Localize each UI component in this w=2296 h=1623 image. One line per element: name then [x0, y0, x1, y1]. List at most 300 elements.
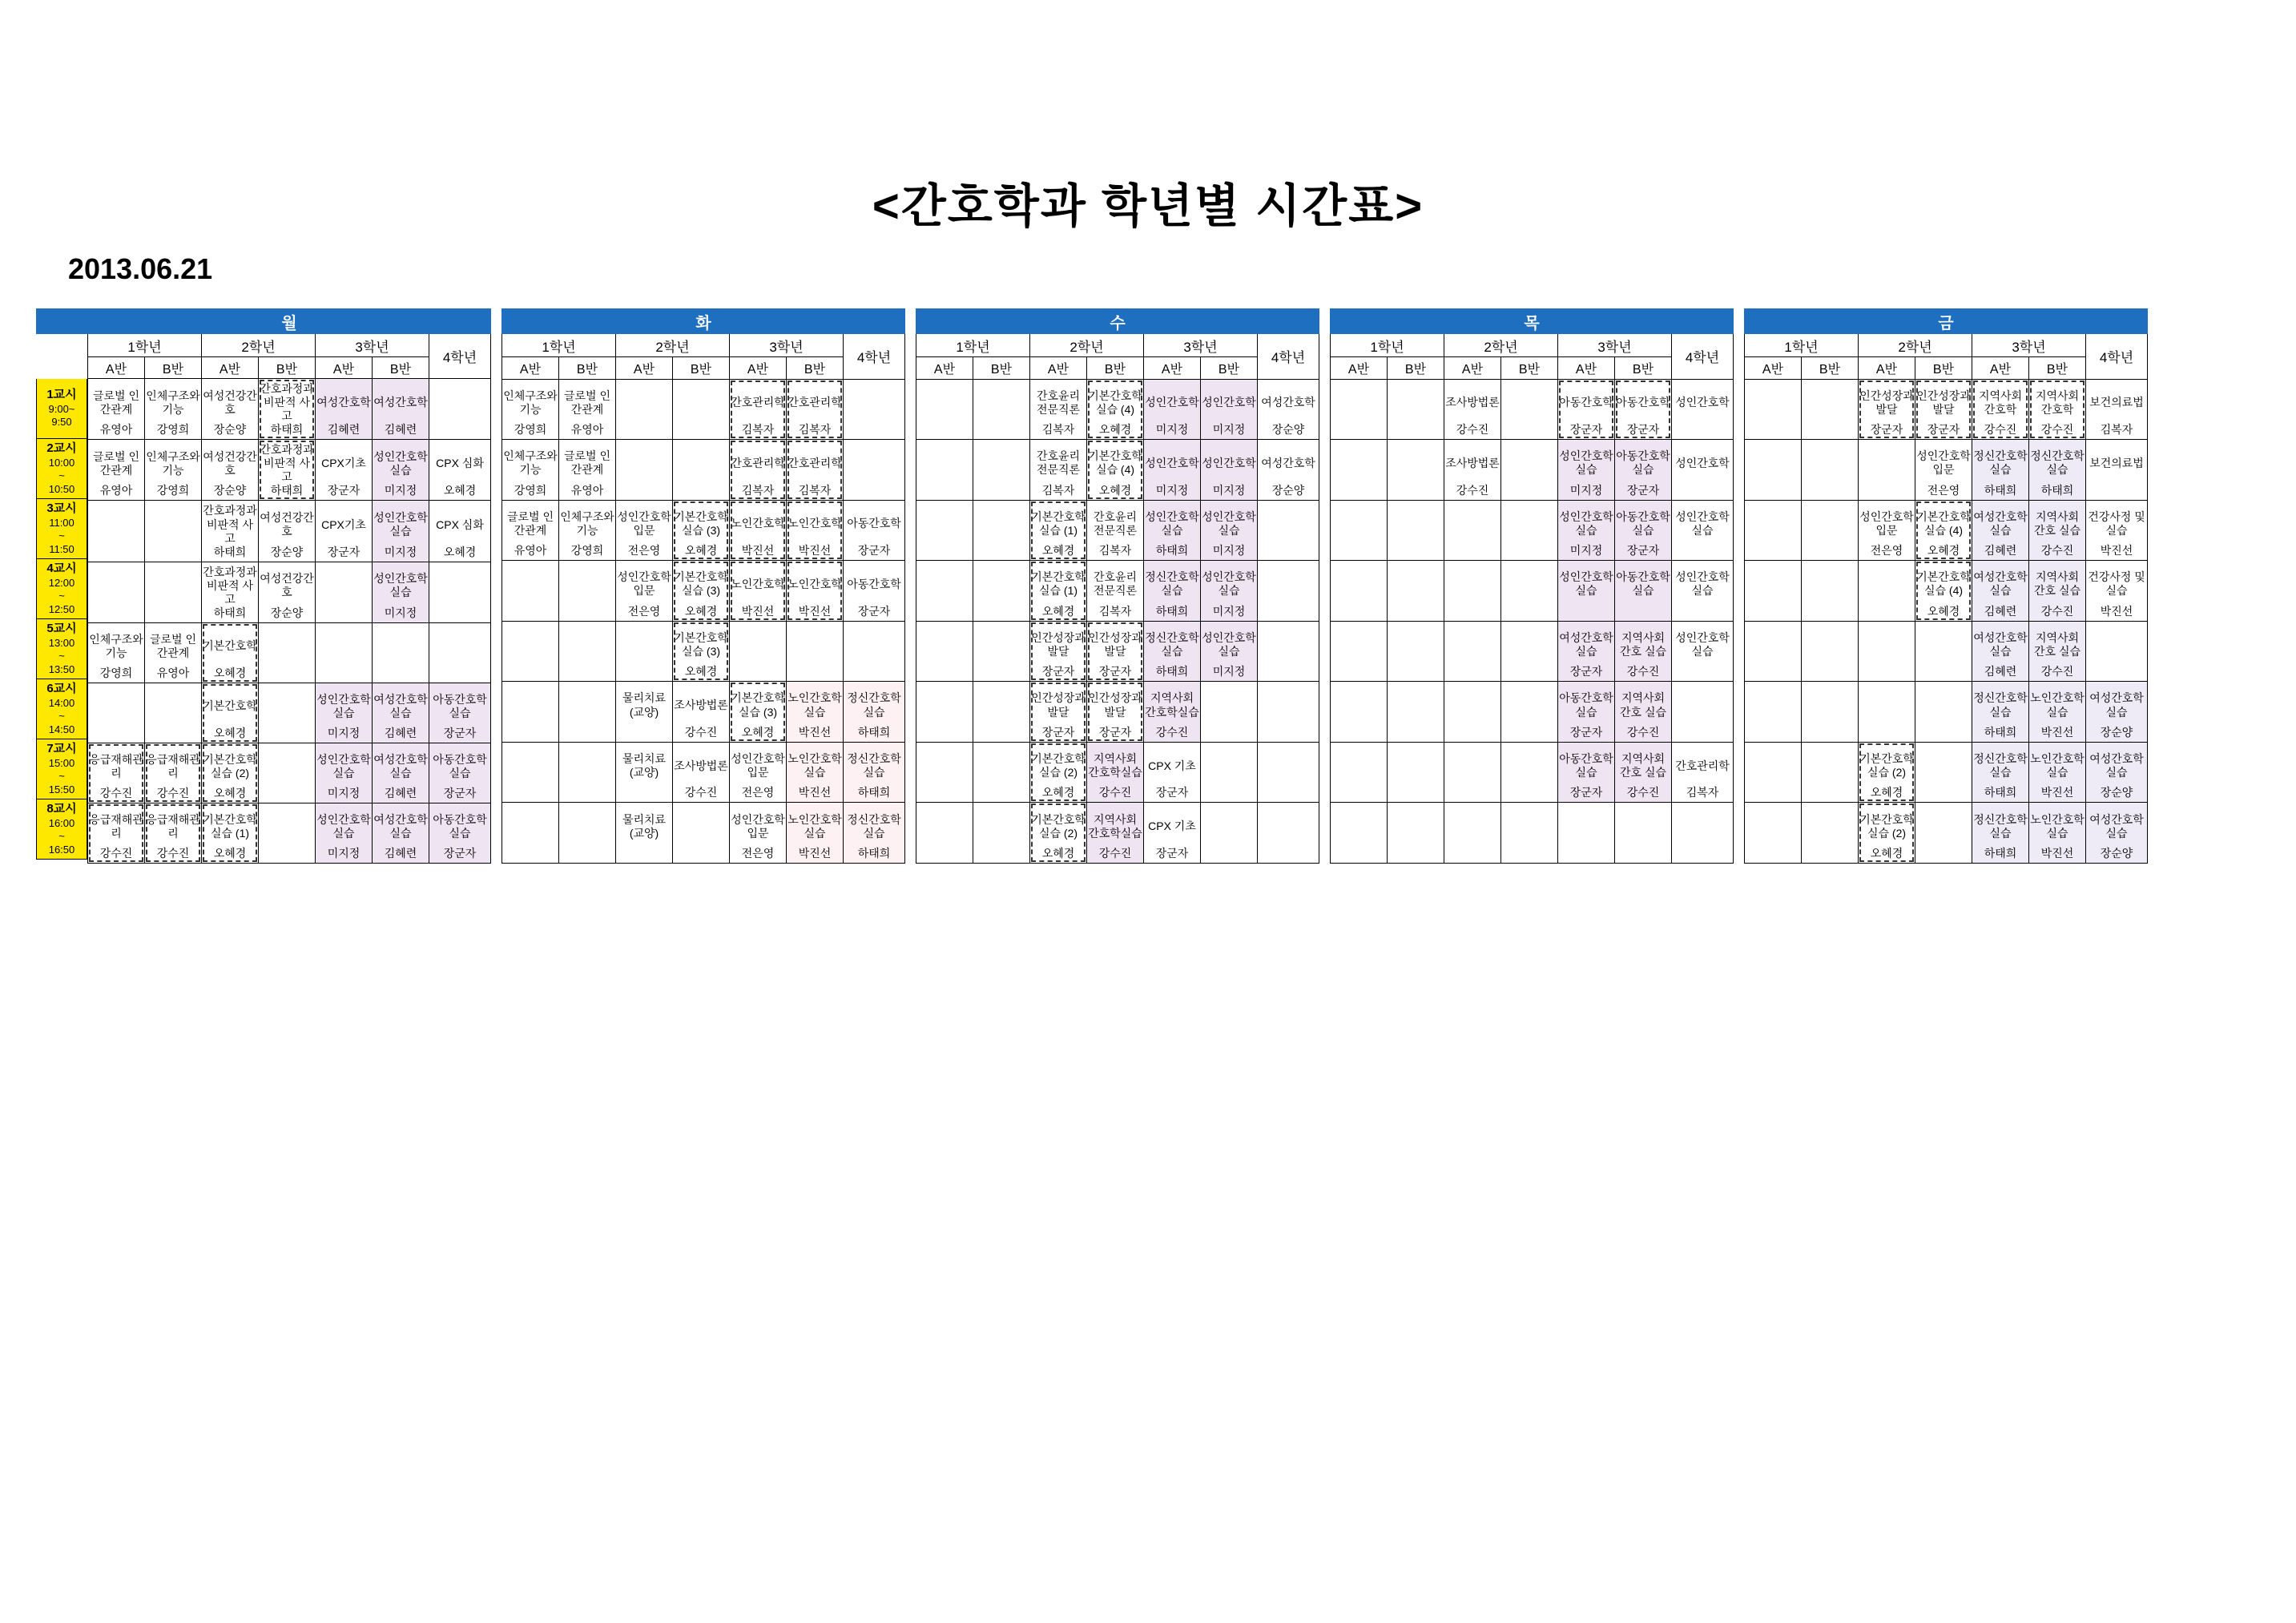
schedule-cell[interactable] — [1859, 682, 1915, 743]
schedule-cell[interactable] — [1144, 500, 1201, 561]
schedule-cell[interactable] — [88, 562, 145, 622]
schedule-cell[interactable] — [973, 379, 1030, 440]
professor-name: 하태희 — [1984, 846, 2017, 860]
schedule-cell[interactable] — [1558, 621, 1615, 682]
schedule-cell[interactable] — [1615, 742, 1672, 803]
schedule-cell[interactable] — [316, 683, 373, 743]
schedule-cell[interactable] — [502, 742, 559, 803]
schedule-cell[interactable] — [559, 742, 616, 803]
schedule-cell[interactable] — [1087, 682, 1144, 743]
schedule-cell[interactable] — [1802, 440, 1859, 501]
schedule-cell[interactable] — [1615, 803, 1672, 864]
schedule-cell[interactable] — [1258, 742, 1319, 803]
schedule-cell[interactable] — [259, 501, 316, 562]
schedule-cell[interactable] — [1444, 500, 1501, 561]
schedule-cell[interactable] — [259, 803, 316, 863]
schedule-cell[interactable] — [2029, 621, 2086, 682]
schedule-cell[interactable] — [2029, 742, 2086, 803]
schedule-cell[interactable] — [202, 501, 259, 562]
schedule-cell[interactable] — [1859, 379, 1915, 440]
schedule-cell[interactable] — [1972, 621, 2029, 682]
schedule-cell[interactable] — [316, 501, 373, 562]
schedule-cell[interactable] — [1331, 500, 1388, 561]
schedule-cell[interactable] — [1802, 742, 1859, 803]
schedule-cell[interactable] — [1501, 379, 1558, 440]
schedule-cell[interactable] — [616, 500, 673, 561]
schedule-cell[interactable] — [1972, 561, 2029, 622]
schedule-cell[interactable] — [1672, 621, 1734, 682]
schedule-cell[interactable] — [1558, 561, 1615, 622]
schedule-cell[interactable] — [844, 561, 905, 622]
schedule-cell[interactable] — [1087, 500, 1144, 561]
schedule-cell[interactable] — [559, 621, 616, 682]
schedule-cell[interactable] — [1859, 803, 1915, 864]
schedule-cell[interactable] — [1501, 742, 1558, 803]
schedule-cell[interactable] — [1672, 500, 1734, 561]
schedule-cell[interactable] — [1802, 803, 1859, 864]
schedule-cell[interactable] — [616, 803, 673, 864]
schedule-cell[interactable] — [1331, 682, 1388, 743]
course-name: 여성간호학 실습 — [1973, 509, 2028, 537]
schedule-cell[interactable] — [1615, 682, 1672, 743]
schedule-cell[interactable] — [88, 501, 145, 562]
schedule-cell[interactable] — [1802, 682, 1859, 743]
schedule-cell[interactable] — [1859, 500, 1915, 561]
schedule-cell[interactable] — [1388, 803, 1444, 864]
schedule-cell[interactable] — [787, 379, 844, 440]
schedule-cell[interactable] — [616, 742, 673, 803]
schedule-cell[interactable] — [730, 682, 787, 743]
schedule-cell[interactable] — [259, 379, 316, 440]
schedule-cell[interactable] — [1501, 803, 1558, 864]
schedule-cell[interactable] — [1615, 500, 1672, 561]
schedule-cell[interactable] — [145, 379, 202, 440]
schedule-cell[interactable] — [844, 621, 905, 682]
schedule-cell[interactable] — [1087, 803, 1144, 864]
schedule-cell[interactable] — [673, 561, 730, 622]
schedule-cell[interactable] — [1388, 440, 1444, 501]
schedule-cell[interactable] — [1859, 742, 1915, 803]
schedule-cell[interactable] — [1201, 440, 1258, 501]
schedule-cell[interactable] — [730, 561, 787, 622]
schedule-cell[interactable] — [673, 682, 730, 743]
schedule-cell[interactable] — [1087, 379, 1144, 440]
schedule-cell[interactable] — [916, 561, 973, 622]
schedule-cell[interactable] — [1672, 561, 1734, 622]
schedule-cell[interactable] — [616, 561, 673, 622]
schedule-cell[interactable] — [429, 562, 491, 622]
schedule-cell[interactable] — [1972, 379, 2029, 440]
schedule-cell[interactable] — [1030, 621, 1087, 682]
schedule-cell[interactable] — [787, 742, 844, 803]
schedule-cell[interactable] — [1915, 621, 1972, 682]
schedule-cell[interactable] — [1144, 561, 1201, 622]
schedule-cell[interactable] — [1030, 500, 1087, 561]
schedule-cell[interactable] — [1558, 803, 1615, 864]
schedule-cell[interactable] — [1030, 379, 1087, 440]
schedule-cell[interactable] — [1672, 803, 1734, 864]
schedule-cell[interactable] — [844, 379, 905, 440]
schedule-cell[interactable] — [145, 743, 202, 803]
schedule-cell[interactable] — [973, 682, 1030, 743]
schedule-cell[interactable] — [2086, 500, 2148, 561]
schedule-cell[interactable] — [2029, 682, 2086, 743]
schedule-cell[interactable] — [916, 682, 973, 743]
course-name: 성인간호학 실습 — [1145, 509, 1199, 537]
day-block-fri — [1744, 308, 2148, 864]
schedule-cell[interactable] — [88, 683, 145, 743]
schedule-cell[interactable] — [373, 501, 429, 562]
schedule-cell[interactable] — [202, 622, 259, 683]
schedule-cell[interactable] — [1501, 440, 1558, 501]
schedule-cell[interactable] — [844, 440, 905, 501]
schedule-cell[interactable] — [1201, 803, 1258, 864]
schedule-cell[interactable] — [1859, 621, 1915, 682]
schedule-cell[interactable] — [1144, 621, 1201, 682]
schedule-cell[interactable] — [1859, 561, 1915, 622]
schedule-cell[interactable] — [1859, 440, 1915, 501]
schedule-cell[interactable] — [2029, 561, 2086, 622]
schedule-cell[interactable] — [1972, 682, 2029, 743]
schedule-cell[interactable] — [88, 803, 145, 863]
professor-name — [1445, 786, 1500, 799]
schedule-cell[interactable] — [429, 683, 491, 743]
schedule-cell[interactable] — [259, 683, 316, 743]
schedule-cell[interactable] — [1802, 500, 1859, 561]
schedule-cell[interactable] — [1915, 682, 1972, 743]
schedule-cell[interactable] — [88, 743, 145, 803]
schedule-cell[interactable] — [1972, 742, 2029, 803]
schedule-cell[interactable] — [429, 379, 491, 440]
professor-name: 김복자 — [2100, 423, 2133, 437]
schedule-cell[interactable] — [844, 803, 905, 864]
schedule-cell[interactable] — [259, 562, 316, 622]
schedule-cell[interactable] — [1501, 500, 1558, 561]
schedule-cell[interactable] — [202, 379, 259, 440]
schedule-cell[interactable] — [1144, 682, 1201, 743]
schedule-cell[interactable] — [1972, 500, 2029, 561]
schedule-cell[interactable] — [202, 562, 259, 622]
schedule-cell[interactable] — [1745, 561, 1802, 622]
schedule-cell[interactable] — [1201, 682, 1258, 743]
table-row — [88, 440, 491, 501]
schedule-cell[interactable] — [844, 682, 905, 743]
schedule-cell[interactable] — [1258, 621, 1319, 682]
professor-name: 오혜경 — [684, 544, 718, 558]
schedule-cell[interactable] — [2086, 379, 2148, 440]
schedule-cell[interactable] — [730, 803, 787, 864]
schedule-cell[interactable] — [1087, 561, 1144, 622]
schedule-cell[interactable] — [1258, 803, 1319, 864]
schedule-cell[interactable] — [1672, 682, 1734, 743]
schedule-cell[interactable] — [2029, 379, 2086, 440]
schedule-cell[interactable] — [1258, 379, 1319, 440]
schedule-cell[interactable] — [1558, 440, 1615, 501]
schedule-cell[interactable] — [1388, 379, 1444, 440]
schedule-cell[interactable] — [1331, 803, 1388, 864]
schedule-cell[interactable] — [973, 742, 1030, 803]
schedule-cell[interactable] — [973, 803, 1030, 864]
schedule-cell[interactable] — [202, 743, 259, 803]
schedule-cell[interactable] — [916, 440, 973, 501]
schedule-cell[interactable] — [145, 683, 202, 743]
schedule-cell[interactable] — [730, 379, 787, 440]
schedule-cell[interactable] — [787, 440, 844, 501]
course-name — [1502, 564, 1557, 605]
schedule-cell[interactable] — [373, 803, 429, 863]
schedule-cell[interactable] — [1030, 440, 1087, 501]
schedule-cell[interactable] — [1444, 379, 1501, 440]
schedule-cell[interactable] — [1388, 682, 1444, 743]
schedule-cell[interactable] — [673, 440, 730, 501]
professor-name: 미지정 — [1212, 665, 1246, 679]
schedule-cell[interactable] — [844, 500, 905, 561]
schedule-cell[interactable] — [1030, 742, 1087, 803]
schedule-cell[interactable] — [916, 379, 973, 440]
schedule-cell[interactable] — [1915, 742, 1972, 803]
schedule-cell[interactable] — [1030, 803, 1087, 864]
schedule-cell[interactable] — [145, 440, 202, 501]
schedule-cell[interactable] — [1745, 803, 1802, 864]
schedule-cell[interactable] — [1201, 379, 1258, 440]
schedule-cell[interactable] — [2029, 440, 2086, 501]
schedule-cell[interactable] — [673, 621, 730, 682]
schedule-cell[interactable] — [2086, 682, 2148, 743]
schedule-cell[interactable] — [1087, 742, 1144, 803]
schedule-cell[interactable] — [973, 561, 1030, 622]
schedule-cell[interactable] — [429, 440, 491, 501]
schedule-cell[interactable] — [1501, 621, 1558, 682]
schedule-cell[interactable] — [1144, 440, 1201, 501]
schedule-cell[interactable] — [2086, 742, 2148, 803]
schedule-cell[interactable] — [1258, 682, 1319, 743]
schedule-cell[interactable] — [673, 742, 730, 803]
schedule-cell[interactable] — [1745, 440, 1802, 501]
schedule-cell[interactable] — [429, 501, 491, 562]
schedule-cell[interactable] — [2086, 561, 2148, 622]
schedule-cell[interactable] — [616, 379, 673, 440]
schedule-cell[interactable] — [616, 621, 673, 682]
schedule-cell[interactable] — [316, 379, 373, 440]
schedule-cell[interactable] — [429, 743, 491, 803]
schedule-cell[interactable] — [429, 622, 491, 683]
schedule-cell[interactable] — [730, 621, 787, 682]
schedule-cell[interactable] — [88, 622, 145, 683]
schedule-cell[interactable] — [2086, 803, 2148, 864]
schedule-cell[interactable] — [1558, 742, 1615, 803]
schedule-cell[interactable] — [1615, 379, 1672, 440]
schedule-cell[interactable] — [1672, 379, 1734, 440]
schedule-cell[interactable] — [1388, 621, 1444, 682]
schedule-cell[interactable] — [673, 500, 730, 561]
schedule-cell[interactable] — [1615, 440, 1672, 501]
schedule-cell[interactable] — [616, 440, 673, 501]
schedule-cell[interactable] — [316, 803, 373, 863]
schedule-cell[interactable] — [145, 562, 202, 622]
schedule-cell[interactable] — [502, 500, 559, 561]
schedule-cell[interactable] — [1558, 379, 1615, 440]
schedule-cell[interactable] — [1802, 561, 1859, 622]
schedule-cell[interactable] — [1258, 500, 1319, 561]
schedule-cell[interactable] — [2029, 500, 2086, 561]
schedule-cell[interactable] — [1388, 500, 1444, 561]
schedule-cell[interactable] — [1915, 440, 1972, 501]
schedule-cell[interactable] — [88, 379, 145, 440]
schedule-cell[interactable] — [559, 440, 616, 501]
schedule-cell[interactable] — [1258, 440, 1319, 501]
professor-name — [1559, 605, 1613, 618]
schedule-cell[interactable] — [316, 622, 373, 683]
schedule-cell[interactable] — [1331, 561, 1388, 622]
schedule-cell[interactable] — [1201, 621, 1258, 682]
schedule-cell[interactable] — [787, 803, 844, 864]
grade-header-2: 2학년 — [1444, 334, 1558, 357]
schedule-cell[interactable] — [559, 682, 616, 743]
schedule-cell[interactable] — [1672, 742, 1734, 803]
schedule-cell[interactable] — [1558, 682, 1615, 743]
schedule-cell[interactable] — [1915, 561, 1972, 622]
schedule-cell[interactable] — [202, 683, 259, 743]
schedule-cell[interactable] — [730, 440, 787, 501]
schedule-cell[interactable] — [1144, 379, 1201, 440]
schedule-cell[interactable] — [1388, 561, 1444, 622]
schedule-cell[interactable] — [973, 440, 1030, 501]
schedule-cell[interactable] — [916, 742, 973, 803]
schedule-cell[interactable] — [616, 682, 673, 743]
schedule-cell[interactable] — [88, 440, 145, 501]
schedule-cell[interactable] — [1030, 561, 1087, 622]
schedule-cell[interactable] — [502, 682, 559, 743]
schedule-cell[interactable] — [1745, 682, 1802, 743]
professor-name — [2087, 484, 2146, 497]
schedule-cell[interactable] — [1388, 742, 1444, 803]
schedule-cell[interactable] — [1144, 803, 1201, 864]
schedule-cell[interactable] — [1444, 682, 1501, 743]
schedule-cell[interactable] — [1745, 621, 1802, 682]
schedule-cell[interactable] — [1915, 803, 1972, 864]
schedule-cell[interactable] — [1444, 561, 1501, 622]
schedule-cell[interactable] — [373, 622, 429, 683]
schedule-cell[interactable] — [916, 803, 973, 864]
professor-name — [1673, 423, 1732, 437]
schedule-cell[interactable] — [973, 621, 1030, 682]
schedule-cell[interactable] — [429, 803, 491, 863]
schedule-cell[interactable] — [373, 562, 429, 622]
schedule-cell[interactable] — [373, 440, 429, 501]
course-name: 건강사정 및 실습 — [2088, 509, 2145, 537]
schedule-cell[interactable] — [1444, 803, 1501, 864]
schedule-cell[interactable] — [1501, 682, 1558, 743]
schedule-cell[interactable] — [1201, 561, 1258, 622]
schedule-cell[interactable] — [145, 622, 202, 683]
schedule-cell[interactable] — [1331, 742, 1388, 803]
schedule-cell[interactable] — [1802, 379, 1859, 440]
schedule-cell[interactable] — [787, 682, 844, 743]
schedule-cell[interactable] — [1444, 621, 1501, 682]
schedule-cell[interactable] — [1201, 500, 1258, 561]
schedule-cell[interactable] — [1331, 440, 1388, 501]
schedule-cell[interactable] — [1745, 742, 1802, 803]
schedule-cell[interactable] — [373, 683, 429, 743]
schedule-cell[interactable] — [1087, 440, 1144, 501]
schedule-cell[interactable] — [502, 803, 559, 864]
schedule-cell[interactable] — [844, 742, 905, 803]
schedule-cell[interactable] — [1745, 500, 1802, 561]
schedule-cell[interactable] — [1972, 803, 2029, 864]
course-name: 아동간호학 실습 — [1559, 751, 1613, 779]
schedule-cell[interactable] — [316, 743, 373, 803]
schedule-cell[interactable] — [673, 379, 730, 440]
schedule-cell[interactable] — [916, 500, 973, 561]
schedule-cell[interactable] — [316, 440, 373, 501]
schedule-cell[interactable] — [502, 561, 559, 622]
schedule-cell[interactable] — [1672, 440, 1734, 501]
schedule-cell[interactable] — [1444, 742, 1501, 803]
schedule-cell[interactable] — [502, 379, 559, 440]
schedule-cell[interactable] — [373, 379, 429, 440]
schedule-cell[interactable] — [1444, 440, 1501, 501]
schedule-cell[interactable] — [1615, 621, 1672, 682]
schedule-cell[interactable] — [202, 440, 259, 501]
schedule-cell[interactable] — [502, 440, 559, 501]
schedule-cell[interactable] — [145, 501, 202, 562]
schedule-cell[interactable] — [259, 440, 316, 501]
schedule-cell[interactable] — [1087, 621, 1144, 682]
schedule-cell[interactable] — [1144, 742, 1201, 803]
professor-name: 강영희 — [156, 484, 190, 497]
schedule-cell[interactable] — [259, 622, 316, 683]
professor-name — [917, 847, 972, 860]
schedule-cell[interactable] — [973, 500, 1030, 561]
schedule-cell[interactable] — [1258, 561, 1319, 622]
schedule-cell[interactable] — [1331, 379, 1388, 440]
schedule-cell[interactable] — [916, 621, 973, 682]
schedule-cell[interactable] — [316, 562, 373, 622]
schedule-cell[interactable] — [2086, 440, 2148, 501]
page-title: <간호학과 학년별 시간표> — [872, 180, 1424, 232]
schedule-cell[interactable] — [787, 561, 844, 622]
schedule-cell[interactable] — [1915, 500, 1972, 561]
schedule-cell[interactable] — [145, 803, 202, 863]
schedule-cell[interactable] — [1331, 621, 1388, 682]
schedule-cell[interactable] — [1745, 379, 1802, 440]
schedule-cell[interactable] — [559, 379, 616, 440]
schedule-cell[interactable] — [787, 621, 844, 682]
schedule-cell[interactable] — [787, 500, 844, 561]
schedule-cell[interactable] — [202, 803, 259, 863]
schedule-cell[interactable] — [730, 500, 787, 561]
schedule-cell[interactable] — [559, 803, 616, 864]
schedule-cell[interactable] — [1201, 742, 1258, 803]
schedule-cell[interactable] — [1501, 561, 1558, 622]
schedule-cell[interactable] — [259, 743, 316, 803]
schedule-cell[interactable] — [502, 621, 559, 682]
schedule-cell[interactable] — [673, 803, 730, 864]
course-name: 정신간호학 실습 — [1145, 570, 1199, 598]
schedule-cell[interactable] — [1030, 682, 1087, 743]
schedule-cell[interactable] — [559, 561, 616, 622]
schedule-cell[interactable] — [559, 500, 616, 561]
schedule-cell[interactable] — [1558, 500, 1615, 561]
schedule-cell[interactable] — [730, 742, 787, 803]
schedule-cell[interactable] — [1615, 561, 1672, 622]
schedule-cell[interactable] — [2086, 621, 2148, 682]
schedule-cell[interactable] — [1915, 379, 1972, 440]
schedule-cell[interactable] — [1972, 440, 2029, 501]
schedule-cell[interactable] — [2029, 803, 2086, 864]
schedule-cell[interactable] — [373, 743, 429, 803]
schedule-cell[interactable] — [1802, 621, 1859, 682]
